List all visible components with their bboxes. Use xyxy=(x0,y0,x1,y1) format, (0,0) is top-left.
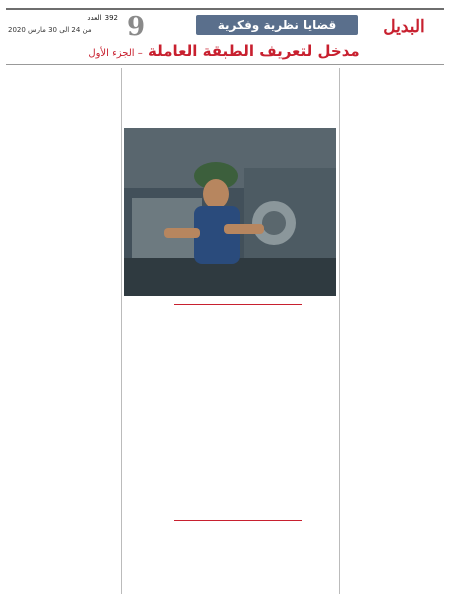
column-5 xyxy=(308,404,336,594)
issue-number: 392 xyxy=(104,14,118,22)
section-banner xyxy=(196,15,358,35)
pull-quote xyxy=(174,296,302,522)
issue-label: العدد xyxy=(87,14,102,22)
column-divider xyxy=(121,68,122,594)
issue-info xyxy=(8,12,118,36)
photo-illustration xyxy=(124,128,336,296)
issue-date: من 24 الى 30 مارس 2020 xyxy=(8,26,92,34)
page-number: 9 xyxy=(126,12,146,42)
column-divider xyxy=(339,68,340,594)
column-4 xyxy=(6,68,118,594)
newspaper-logo: البديل xyxy=(383,17,425,37)
article-title-text: مدخل لتعريف الطبقة العاملة xyxy=(148,42,360,60)
column-6 xyxy=(124,404,168,594)
factory-worker-photo xyxy=(124,128,336,296)
title-divider xyxy=(6,64,444,65)
article-part: – الجزء الأول xyxy=(88,48,143,59)
title-row xyxy=(6,38,444,64)
quote-bottom-rule xyxy=(174,520,302,521)
section-banner-label: قضايا نظرية وفكرية xyxy=(217,18,337,32)
issue-line xyxy=(8,12,118,24)
article-title xyxy=(64,40,384,65)
column-1 xyxy=(342,68,444,594)
